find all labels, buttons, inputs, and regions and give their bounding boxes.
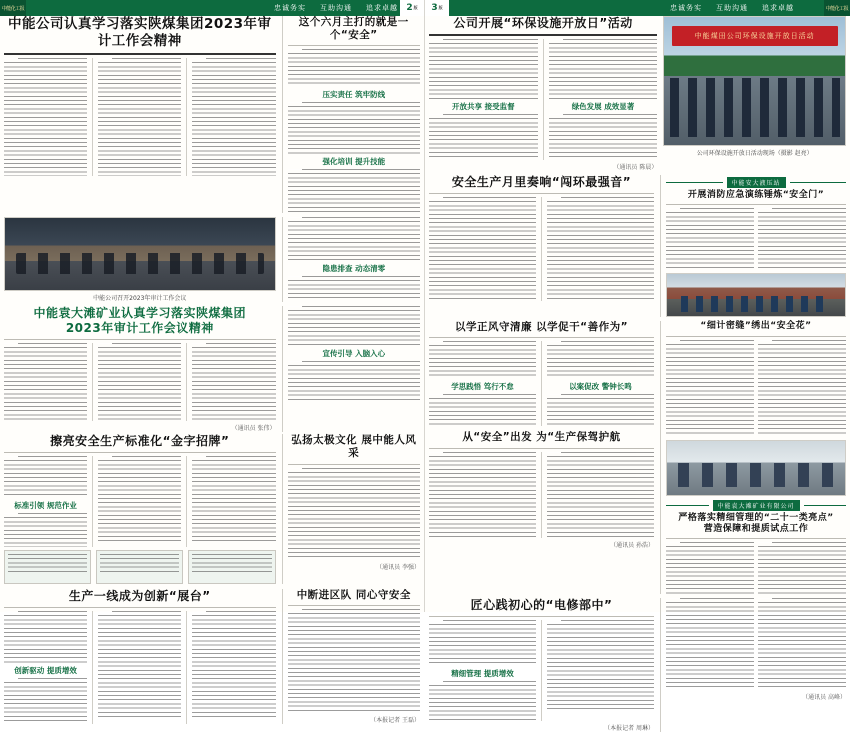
meeting-photo-caption: 中能公司召开2023年审计工作会议 (93, 295, 187, 303)
byline: （通讯员 高峰） (802, 694, 846, 701)
body-col (192, 58, 275, 176)
body-col (186, 611, 275, 724)
right-side-column-1 (660, 175, 846, 317)
right-side-headline-3-line1: 严格落实精细管理的“二十一类亮点” (678, 512, 834, 523)
highlight-box (188, 550, 275, 584)
second-story-left (4, 306, 276, 432)
highlight-box (96, 550, 183, 584)
section-tag: 中能袁大滩矿业有限公司 (713, 500, 800, 511)
body-col (758, 598, 846, 690)
left-second-headline-line1: 中能袁大滩矿业认真学习落实陕煤集团 (33, 306, 247, 321)
body-col (429, 197, 536, 301)
byline: （本报记者 王磊） (370, 717, 420, 725)
left-content (4, 16, 420, 725)
right-masthead (425, 0, 850, 16)
body-col (98, 343, 181, 421)
body-col (288, 468, 420, 560)
left-second-headline-line2: 2023年审计工作会议精神 (65, 321, 214, 336)
right-lead-headline: 公司开展“环保设施开放日”活动 (453, 16, 633, 30)
body-col (92, 611, 181, 724)
slogan-1: 忠诚务实 (274, 4, 306, 12)
left-taichi-headline-block (282, 434, 420, 584)
office-photo (666, 440, 846, 496)
body-col (288, 169, 420, 213)
subhead: 精细管理 提质增效 (451, 669, 514, 678)
body-col (92, 456, 181, 547)
slogan-2: 互助沟通 (320, 4, 352, 12)
body-col (192, 343, 275, 421)
body-col (288, 609, 420, 713)
subhead: 学思践悟 笃行不怠 (451, 382, 514, 392)
left-top-right-headline: 这个六月主打的就是一个“安全” (298, 16, 409, 42)
left-mid-right-headline: 弘扬太极文化 展中能人风采 (291, 434, 417, 460)
group-photo (663, 16, 846, 146)
masthead-logo: 中能化工报 (0, 0, 26, 16)
highlight-box (4, 550, 91, 584)
left-fourth-headline: 生产一线成为创新“展台” (68, 589, 211, 604)
body-col (666, 208, 754, 270)
left-top-right-cont (282, 217, 420, 302)
body-col (4, 343, 87, 421)
body-col (429, 39, 538, 160)
body-col (4, 456, 87, 547)
slogan-2: 互助沟通 (716, 4, 748, 12)
meeting-photo-block (4, 217, 276, 302)
body-col (429, 452, 536, 538)
right-second-headline: 安全生产月里奏响“闯环最强音” (451, 175, 632, 189)
body-col (758, 208, 846, 270)
right-second-story (429, 175, 654, 317)
byline: （通讯员 李强） (376, 563, 420, 571)
right-content (429, 16, 846, 732)
body-col (541, 620, 654, 721)
subhead: 压实责任 筑牢防线 (322, 90, 386, 100)
body-col (758, 340, 846, 436)
left-masthead (0, 0, 424, 16)
right-lead-story (429, 16, 657, 171)
subhead: 宣传引导 入脑入心 (322, 349, 386, 359)
fire-drill-photo (666, 273, 846, 317)
left-lead-headline: 中能公司认真学习落实陕煤集团2023年审计工作会精神 (7, 16, 272, 49)
body-col (4, 611, 87, 724)
byline: （本报记者 周琳） (604, 725, 654, 732)
masthead-slogans-right (425, 3, 824, 13)
body-col (288, 217, 420, 261)
right-third-story (429, 321, 654, 594)
section-tag: 中能安大液压站 (727, 177, 786, 188)
body-col (186, 456, 275, 547)
masthead-slogans (26, 3, 424, 13)
right-newspaper-page (425, 0, 850, 732)
subhead: 创新驱动 提质增效 (14, 666, 77, 676)
subhead: 以案促改 警钟长鸣 (569, 382, 632, 392)
body-col (288, 102, 420, 154)
body-col (543, 39, 658, 160)
right-bottom-side (660, 598, 846, 732)
right-third-headline: 以学正风守清廉 以学促干“善作为” (455, 321, 628, 334)
byline: （通讯员 张伟） (231, 425, 276, 433)
right-side-headline-3-line2: 营造保障和提质试点工作 (703, 523, 809, 534)
section-tag-line (666, 177, 846, 188)
body-col (666, 340, 754, 436)
photo-banner: 中能煤田公司环保设施开放日活动 (672, 26, 838, 46)
byline: （通讯员 孙浩） (610, 541, 654, 549)
left-bottom-mid-headline: 中断进区队 同心守安全 (296, 589, 411, 602)
left-bottom-right-story (282, 589, 420, 724)
right-side-headline-1: 开展消防应急演练锤炼“安全门” (687, 190, 825, 200)
left-third-headline: 擦亮安全生产标准化“金字招牌” (50, 434, 230, 449)
body-col (429, 620, 536, 721)
subhead: 绿色发展 成效显著 (571, 102, 635, 111)
body-col (4, 58, 87, 176)
lead-story-left (4, 16, 276, 213)
body-col (541, 341, 654, 426)
body-col (547, 452, 654, 538)
subhead: 强化培训 提升技能 (322, 157, 386, 167)
group-photo-caption: 公司环保设施开放日活动现场（摄影 赵亮） (696, 150, 813, 157)
left-newspaper-page (0, 0, 425, 725)
body-col (758, 542, 846, 594)
right-side-headline-2: “细计密缝”绣出“安全花” (700, 321, 812, 332)
right-photo-block (663, 16, 846, 171)
body-col (288, 361, 420, 401)
body-col (429, 341, 536, 426)
slogan-1: 忠诚务实 (670, 4, 702, 12)
right-fifth-story (429, 598, 654, 732)
slogan-3: 追求卓越 (762, 4, 794, 12)
left-taichi-story (282, 306, 420, 432)
right-fifth-headline: 匠心践初心的“电修部中” (470, 598, 613, 612)
body-col (666, 542, 754, 594)
body-col (98, 58, 181, 176)
body-col (288, 49, 420, 87)
subhead: 标准引领 规范作业 (14, 501, 77, 511)
right-page-number: 3 版 (425, 0, 449, 16)
body-col (547, 197, 654, 301)
body-col (288, 276, 420, 300)
right-fourth-headline: 从“安全”出发 为“生产保驾护航 (462, 431, 621, 444)
third-story-left (4, 434, 276, 584)
meeting-photo (4, 217, 276, 291)
left-page-number: 2 版 (400, 0, 424, 16)
section-tag-line-2 (666, 500, 846, 511)
subhead: 隐患排查 动态清零 (322, 264, 386, 274)
slogan-3: 追求卓越 (366, 4, 398, 12)
fourth-story-left (4, 589, 276, 724)
subhead: 开放共享 接受监督 (452, 102, 515, 111)
body-col (288, 306, 420, 346)
body-col (666, 598, 754, 690)
masthead-logo-right: 中能化工报 (824, 0, 850, 16)
right-side-column-2 (660, 321, 846, 594)
left-top-right-story (282, 16, 420, 213)
byline: （通讯员 陈晨） (613, 164, 658, 171)
